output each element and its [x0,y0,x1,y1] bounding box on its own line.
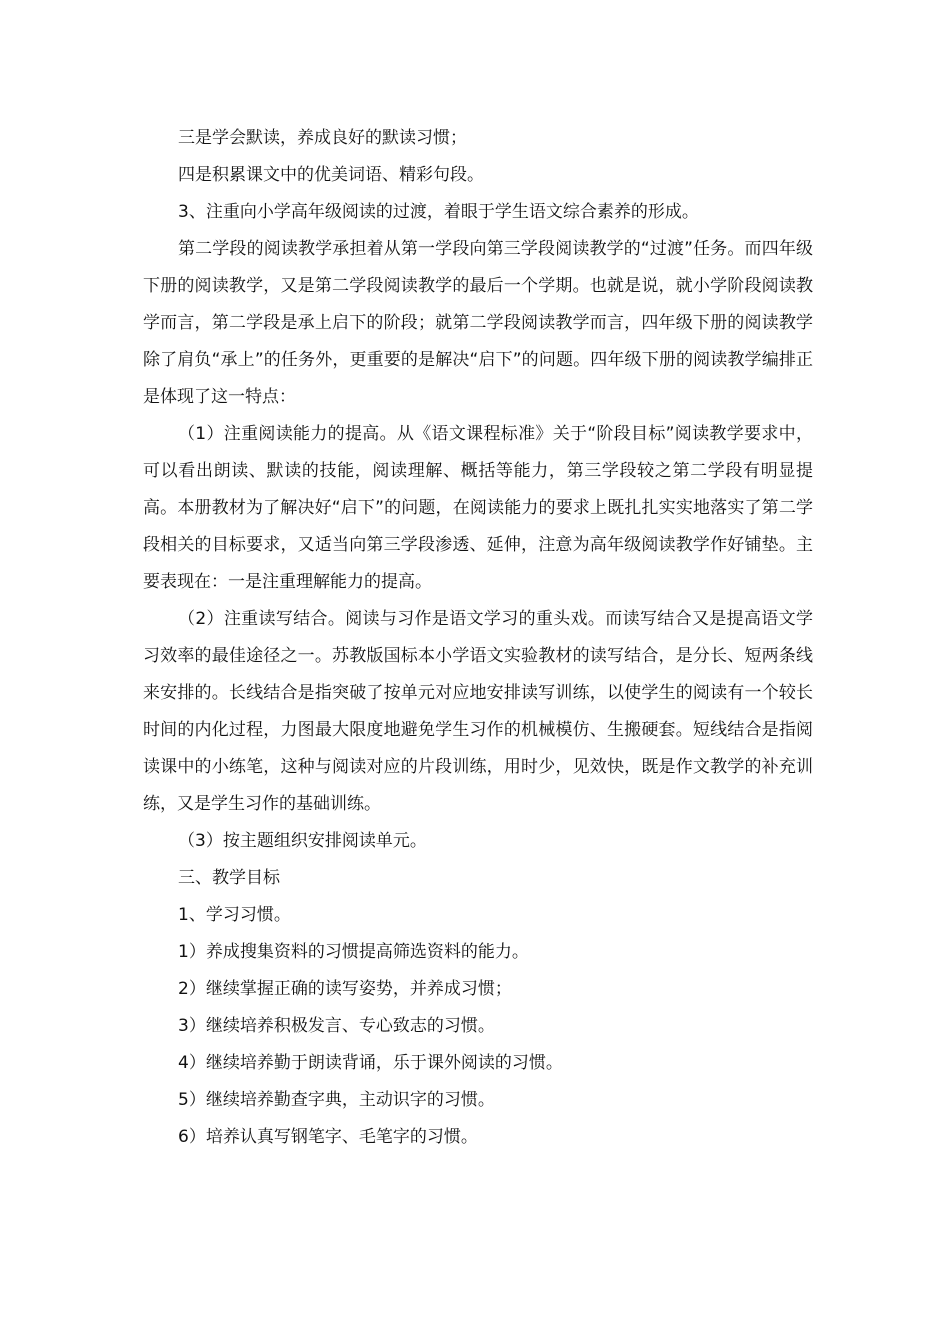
paragraph-reading-writing: （2）注重读写结合。阅读与习作是语文学习的重头戏。而读写结合又是提高语文学习效率的最佳途径之一。苏教版国标本小学语文实验教材的读写结合，是分长、短两条线来安排的。长线结合是指突破了按单元对应地安排读写训练，以使学生的阅读有一个较长时间的内化过程，力图最大限度地避免学生习作的机械模仿、生搬硬套。短线结合是指阅读课中的小练笔，这种与阅读对应的片段训练，用时少，见效快，既是作文教学的补充训练，又是学生习作的基础训练。 [143,609,813,814]
list-item-habit-1: 1）养成搜集资料的习惯提高筛选资料的能力。 [178,942,529,962]
list-item-habit-6: 6）培养认真写钢笔字、毛笔字的习惯。 [178,1127,478,1147]
paragraph-transition: 第二学段的阅读教学承担着从第一学段向第三学段阅读教学的“过渡”任务。而四年级下册的阅读教学，又是第二学段阅读教学的最后一个学期。也就是说，就小学阶段阅读教学而言，第二学段是承上启下的阶段；就第二学段阅读教学而言，四年级下册的阅读教学除了肩负“承上”的任务外，更重要的是解决“启下”的问题。四年级下册的阅读教学编排正是体现了这一特点： [143,239,813,407]
paragraph-reading-ability: （1）注重阅读能力的提高。从《语文课程标准》关于“阶段目标”阅读教学要求中，可以看出朗读、默读的技能，阅读理解、概括等能力，第三学段较之第二学段有明显提高。本册教材为了解决好“启下”的问题，在阅读能力的要求上既扎扎实实地落实了第二学段相关的目标要求，又适当向第三学段渗透、延伸，注意为高年级阅读教学作好铺垫。主要表现在：一是注重理解能力的提高。 [143,424,813,592]
list-item-habit-3: 3）继续培养积极发言、专心致志的习惯。 [178,1016,495,1036]
list-item-habit-5: 5）继续培养勤查字典，主动识字的习惯。 [178,1090,495,1110]
list-item-habit-4: 4）继续培养勤于朗读背诵，乐于课外阅读的习惯。 [178,1053,563,1073]
list-item-habit-2: 2）继续掌握正确的读写姿势，并养成习惯； [178,979,512,999]
paragraph-point-3: 3、注重向小学高年级阅读的过渡，着眼于学生语文综合素养的形成。 [178,202,699,222]
document-body [143,120,813,1156]
heading-teaching-goals: 三、教学目标 [178,868,280,888]
paragraph-accumulate-words: 四是积累课文中的优美词语、精彩句段。 [178,165,484,185]
paragraph-theme-units: （3）按主题组织安排阅读单元。 [178,831,427,851]
paragraph-silent-reading: 三是学会默读，养成良好的默读习惯； [178,128,467,148]
subheading-study-habits: 1、学习习惯。 [178,905,291,925]
